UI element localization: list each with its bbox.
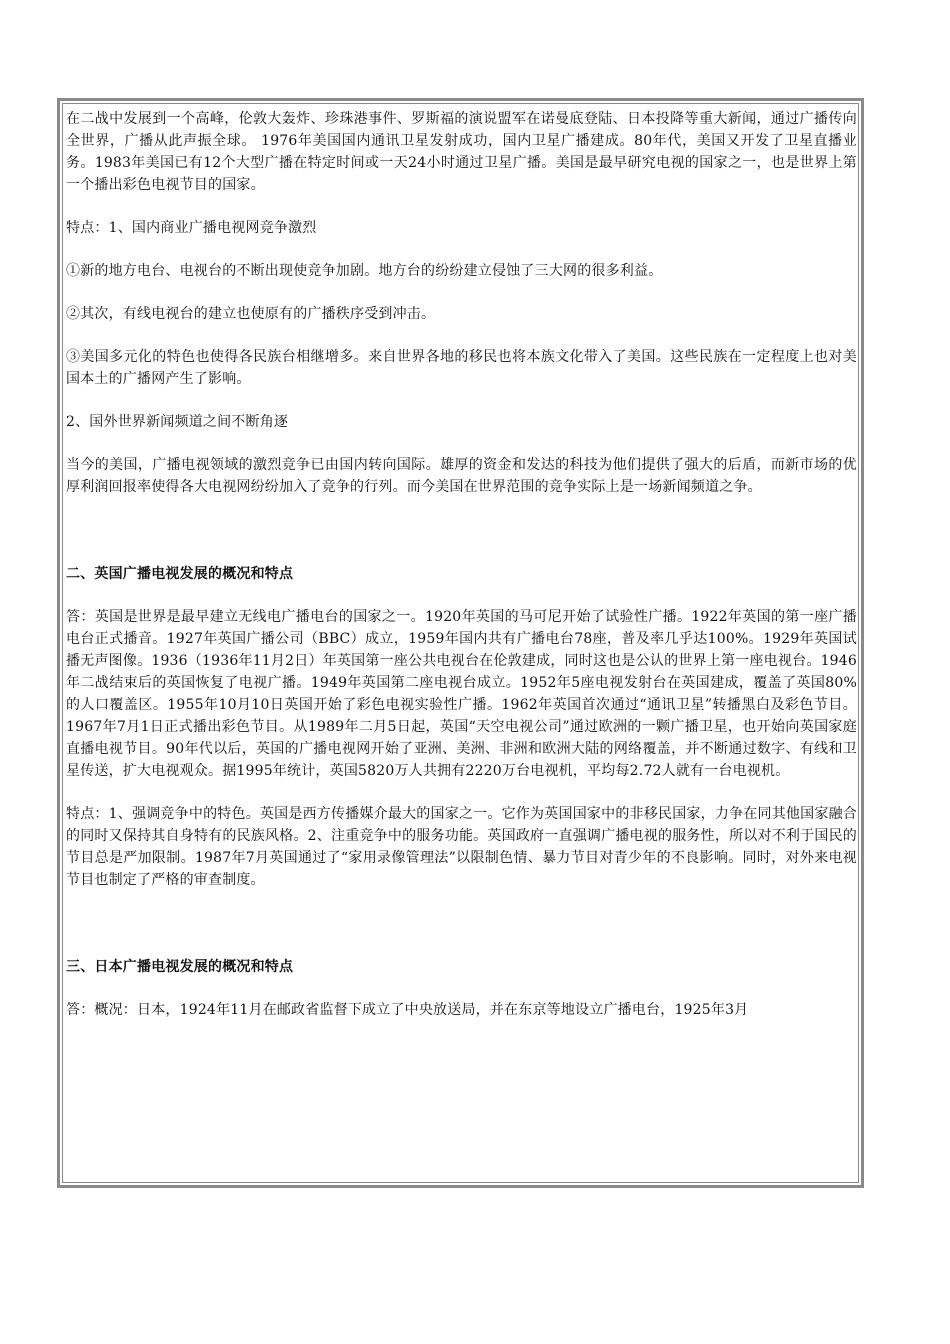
document-cell (62, 103, 859, 1183)
paragraph-uk-features: 特点：1、强调竞争中的特色。英国是西方传播媒介最大的国家之一。它作为英国国家中的非移民国家，力争在同其他国家融合的同时又保持其自身特有的民族风格。2、注重竞争中的服务功能。英国政府一直强调广播电视的服务性，所以对不利于国民的节目总是严加限制。1987年7月英国通过了“家用录像管理法”以限制色情、暴力节目对青少年的不良影响。同时，对外来电视节目也制定了严格的审查制度。 (66, 806, 857, 888)
section-gap (66, 912, 857, 956)
paragraph-us-feature-3: ③美国多元化的特色也使得各民族台相继增多。来自世界各地的移民也将本族文化带入了美国。这些民族在一定程度上也对美国本土的广播网产生了影响。 (66, 349, 857, 387)
document-content (66, 108, 857, 1042)
paragraph-us-features-2-title: 2、国外世界新闻频道之间不断角逐 (66, 414, 289, 430)
paragraph-us-feature-2: ②其次，有线电视台的建立也使原有的广播秩序受到冲击。 (66, 306, 436, 322)
section-heading-uk: 二、英国广播电视发展的概况和特点 (66, 566, 294, 582)
paragraph-us-features-title: 特点：1、国内商业广播电视网竞争激烈 (66, 220, 317, 236)
paragraph-us-feature-1: ①新的地方电台、电视台的不断出现使竞争加剧。地方台的纷纷建立侵蚀了三大网的很多利益。 (66, 263, 663, 279)
section-gap (66, 519, 857, 563)
paragraph-jp-overview: 答：概况：日本，1924年11月在邮政省监督下成立了中央放送局，并在东京等地设立广播电台，1925年3月 (66, 1002, 749, 1018)
document-frame (57, 98, 864, 1188)
paragraph-uk-history: 答：英国是世界是最早建立无线电广播电台的国家之一。1920年英国的马可尼开始了试验性广播。1922年英国的第一座广播电台正式播音。1927年英国广播公司（BBC）成立，1959年国内共有广播电台78座，普及率几乎达100%。1929年英国试播无声图像。1936（1936年11月2日）年英国第一座公共电视台在伦敦建成，同时这也是公认的世界上第一座电视台。1946年二战结束后的英国恢复了电视广播。1949年英国第二座电视台成立。1952年5座电视发射台在英国建成，覆盖了英国80%的人口覆盖区。1955年10月10日英国开始了彩色电视实验性广播。1962年英国首次通过“通讯卫星”转播黑白及彩色节目。1967年7月1日正式播出彩色节目。从1989年二月5日起，英国“天空电视公司”通过欧洲的一颗广播卫星，也开始向英国家庭直播电视节目。90年代以后，英国的广播电视网开始了亚洲、美洲、非洲和欧洲大陆的网络覆盖，并不断通过数字、有线和卫星传送，扩大电视观众。据1995年统计，英国5820万人共拥有2220万台电视机，平均每2.72人就有一台电视机。 (66, 609, 857, 779)
paragraph-us-international: 当今的美国，广播电视领域的激烈竞争已由国内转向国际。雄厚的资金和发达的科技为他们提供了强大的后盾，而新市场的优厚利润回报率使得各大电视网纷纷加入了竞争的行列。而今美国在世界范围的竞争实际上是一场新闻频道之争。 (66, 457, 857, 495)
paragraph-us-history: 在二战中发展到一个高峰，伦敦大轰炸、珍珠港事件、罗斯福的演说盟军在诺曼底登陆、日本投降等重大新闻，通过广播传向全世界，广播从此声振全球。 1976年美国国内通讯卫星发射成功，国内卫星广播建成。80年代，美国又开发了卫星直播业务。1983年美国已有12个大型广播在特定时间或一天24小时通过卫星广播。美国是最早研究电视的国家之一，也是世界上第一个播出彩色电视节目的国家。 (66, 111, 857, 193)
section-heading-jp: 三、日本广播电视发展的概况和特点 (66, 959, 294, 975)
